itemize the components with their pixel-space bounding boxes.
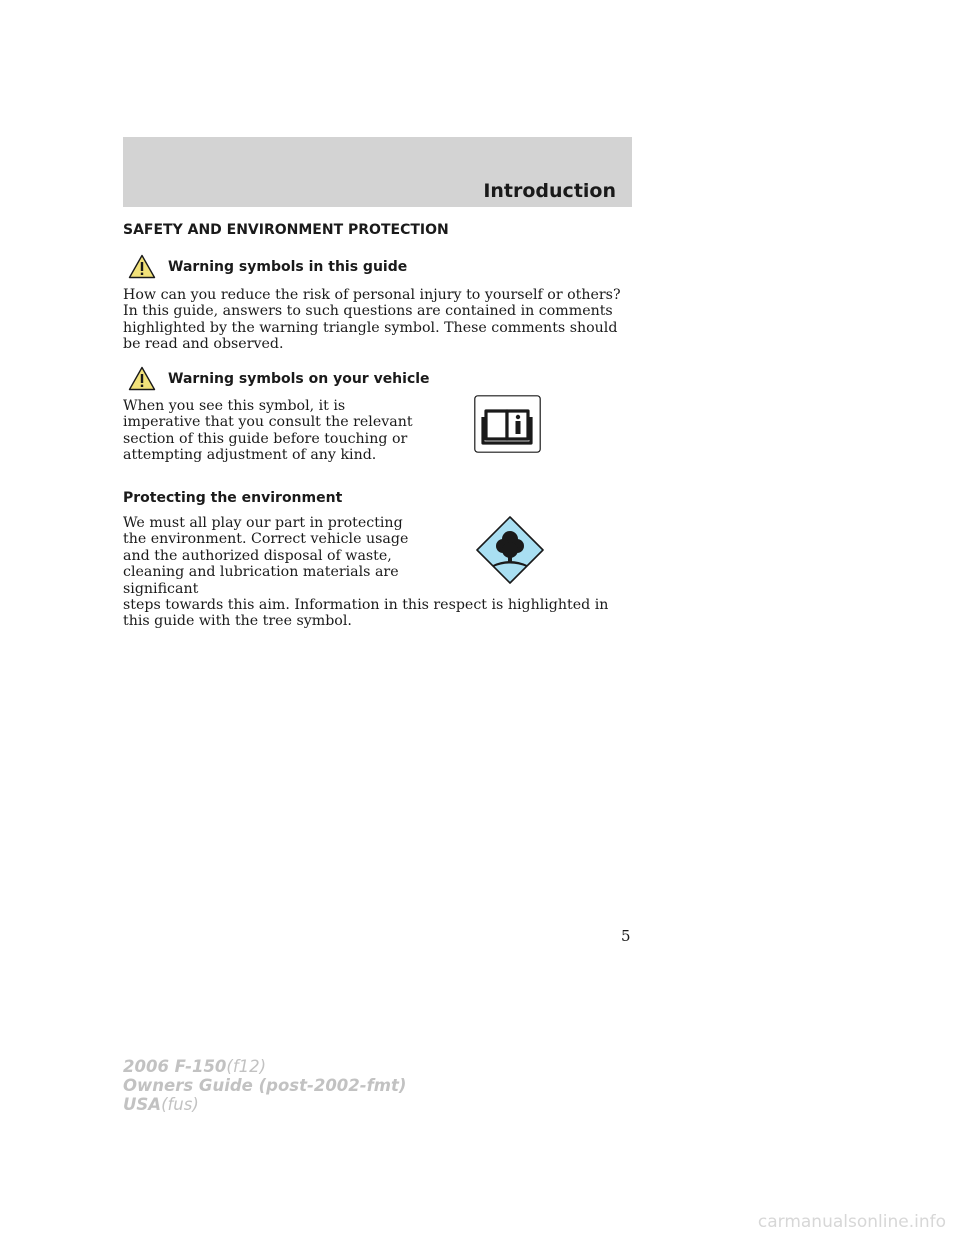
environment-title: Protecting the environment [123, 490, 343, 506]
footer-guide: Owners Guide (post-2002-fmt) [123, 1076, 407, 1095]
owner-manual-symbol [474, 395, 541, 457]
tree-environment-icon [475, 515, 545, 585]
footer-market: USA [123, 1095, 162, 1114]
warning-guide-heading [128, 254, 407, 279]
tree-symbol [475, 515, 545, 589]
document-footer [123, 1057, 406, 1114]
owner-manual-info-icon [474, 395, 541, 453]
warning-vehicle-text: When you see this symbol, it is imperative that you consult the relevant section of this guide before touching or attempting adjustment of any kind. [123, 398, 413, 464]
section-title: SAFETY AND ENVIRONMENT PROTECTION [123, 222, 449, 238]
page-number: 5 [621, 927, 631, 945]
watermark: carmanualsonline.info [757, 1212, 946, 1232]
warning-vehicle-heading [128, 366, 430, 391]
footer-model: 2006 F-150 [123, 1057, 227, 1076]
footer-model-code: (f12) [226, 1057, 267, 1076]
footer-market-code: (fus) [161, 1095, 199, 1114]
footer-model-line [123, 1057, 406, 1076]
environment-text: We must all play our part in protecting the environment. Correct vehicle usage and the authorized disposal of waste, cleaning and lubrication materials are significant [123, 515, 409, 597]
warning-triangle-icon [128, 254, 156, 279]
footer-market-line [123, 1095, 406, 1114]
warning-vehicle-label: Warning symbols on your vehicle [168, 370, 430, 387]
warning-guide-text: How can you reduce the risk of personal injury to yourself or others? In this guide, answers to such questions are contained in comments highlighted by the warning triangle symbol. These comments should be read and observed. [123, 287, 621, 353]
environment-text-continued: steps towards this aim. Information in this respect is highlighted in this guide with the tree symbol. [123, 597, 609, 630]
warning-guide-label: Warning symbols in this guide [168, 258, 408, 275]
page-title: Introduction [483, 180, 616, 202]
warning-triangle-icon [128, 366, 156, 391]
header-band [123, 137, 632, 207]
